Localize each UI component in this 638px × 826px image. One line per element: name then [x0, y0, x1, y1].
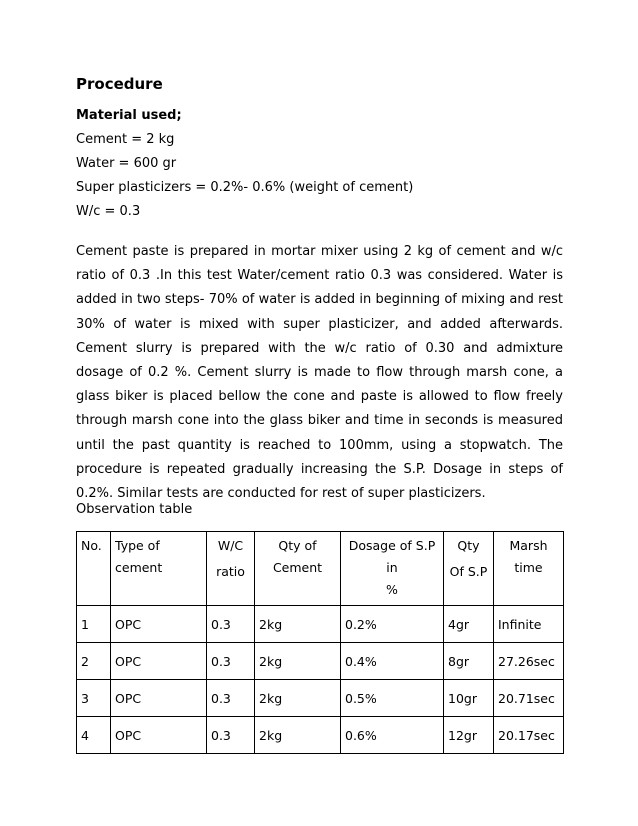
table-row [77, 680, 564, 717]
cell-qty-sp: 12gr [444, 717, 494, 754]
cell-dosage: 0.5% [341, 680, 444, 717]
cell-wc: 0.3 [207, 643, 255, 680]
material-wc-ratio: W/c = 0.3 [76, 204, 141, 219]
cell-qty-cement: 2kg [255, 680, 341, 717]
cell-type: OPC [111, 643, 207, 680]
cell-qty-sp: 8gr [444, 643, 494, 680]
table-row [77, 717, 564, 754]
cell-qty-cement: 2kg [255, 606, 341, 643]
table-caption: Observation table [76, 502, 193, 517]
material-water: Water = 600 gr [76, 156, 177, 171]
header-qty-of-cement: Qty of Cement [255, 532, 341, 606]
cell-wc: 0.3 [207, 606, 255, 643]
cell-type: OPC [111, 606, 207, 643]
material-cement: Cement = 2 kg [76, 132, 175, 147]
header-wc-ratio: W/C ratio [207, 532, 255, 606]
material-superplasticizer: Super plasticizers = 0.2%- 0.6% (weight of cement) [76, 180, 414, 195]
cell-no: 4 [77, 717, 111, 754]
header-no: No. [77, 532, 111, 606]
materials-title: Material used; [76, 108, 182, 123]
cell-dosage: 0.6% [341, 717, 444, 754]
cell-type: OPC [111, 680, 207, 717]
observation-table [76, 531, 564, 754]
cell-no: 2 [77, 643, 111, 680]
cell-qty-sp: 10gr [444, 680, 494, 717]
header-marsh-time: Marsh time [494, 532, 564, 606]
cell-qty-sp: 4gr [444, 606, 494, 643]
procedure-paragraph: Cement paste is prepared in mortar mixer using 2 kg of cement and w/c ratio of 0.3 .In this test Water/cement ratio 0.3 was considered. Water is added in two steps- 70% of water is added in beginning of mixing and rest 30% of water is mixed with super plasticizer, and added afterwards. Cement slurry is prepared with the w/c ratio of 0.30 and admixture dosage of 0.2 %. Cement slurry is made to flow through marsh cone, a glass biker is placed bellow the cone and paste is allowed to flow freely through marsh cone into the glass biker and time in seconds is measured until the past quantity is reached to 100mm, using a stopwatch. The procedure is repeated gradually increasing the S.P. Dosage in steps of 0.2%. Similar tests are conducted for rest of super plasticizers. [76, 244, 563, 502]
cell-marsh-time: 20.17sec [494, 717, 564, 754]
section-heading: Procedure [76, 75, 163, 93]
cell-qty-cement: 2kg [255, 643, 341, 680]
header-type-of-cement: Type of cement [111, 532, 207, 606]
cell-wc: 0.3 [207, 680, 255, 717]
table-row [77, 606, 564, 643]
header-qty-of-sp: Qty Of S.P [444, 532, 494, 606]
cell-wc: 0.3 [207, 717, 255, 754]
table-row [77, 643, 564, 680]
cell-marsh-time: 27.26sec [494, 643, 564, 680]
cell-no: 3 [77, 680, 111, 717]
cell-no: 1 [77, 606, 111, 643]
cell-dosage: 0.2% [341, 606, 444, 643]
cell-qty-cement: 2kg [255, 717, 341, 754]
cell-marsh-time: Infinite [494, 606, 564, 643]
cell-dosage: 0.4% [341, 643, 444, 680]
cell-marsh-time: 20.71sec [494, 680, 564, 717]
table-header-row [77, 532, 564, 606]
cell-type: OPC [111, 717, 207, 754]
header-dosage-sp: Dosage of S.P in % [341, 532, 444, 606]
